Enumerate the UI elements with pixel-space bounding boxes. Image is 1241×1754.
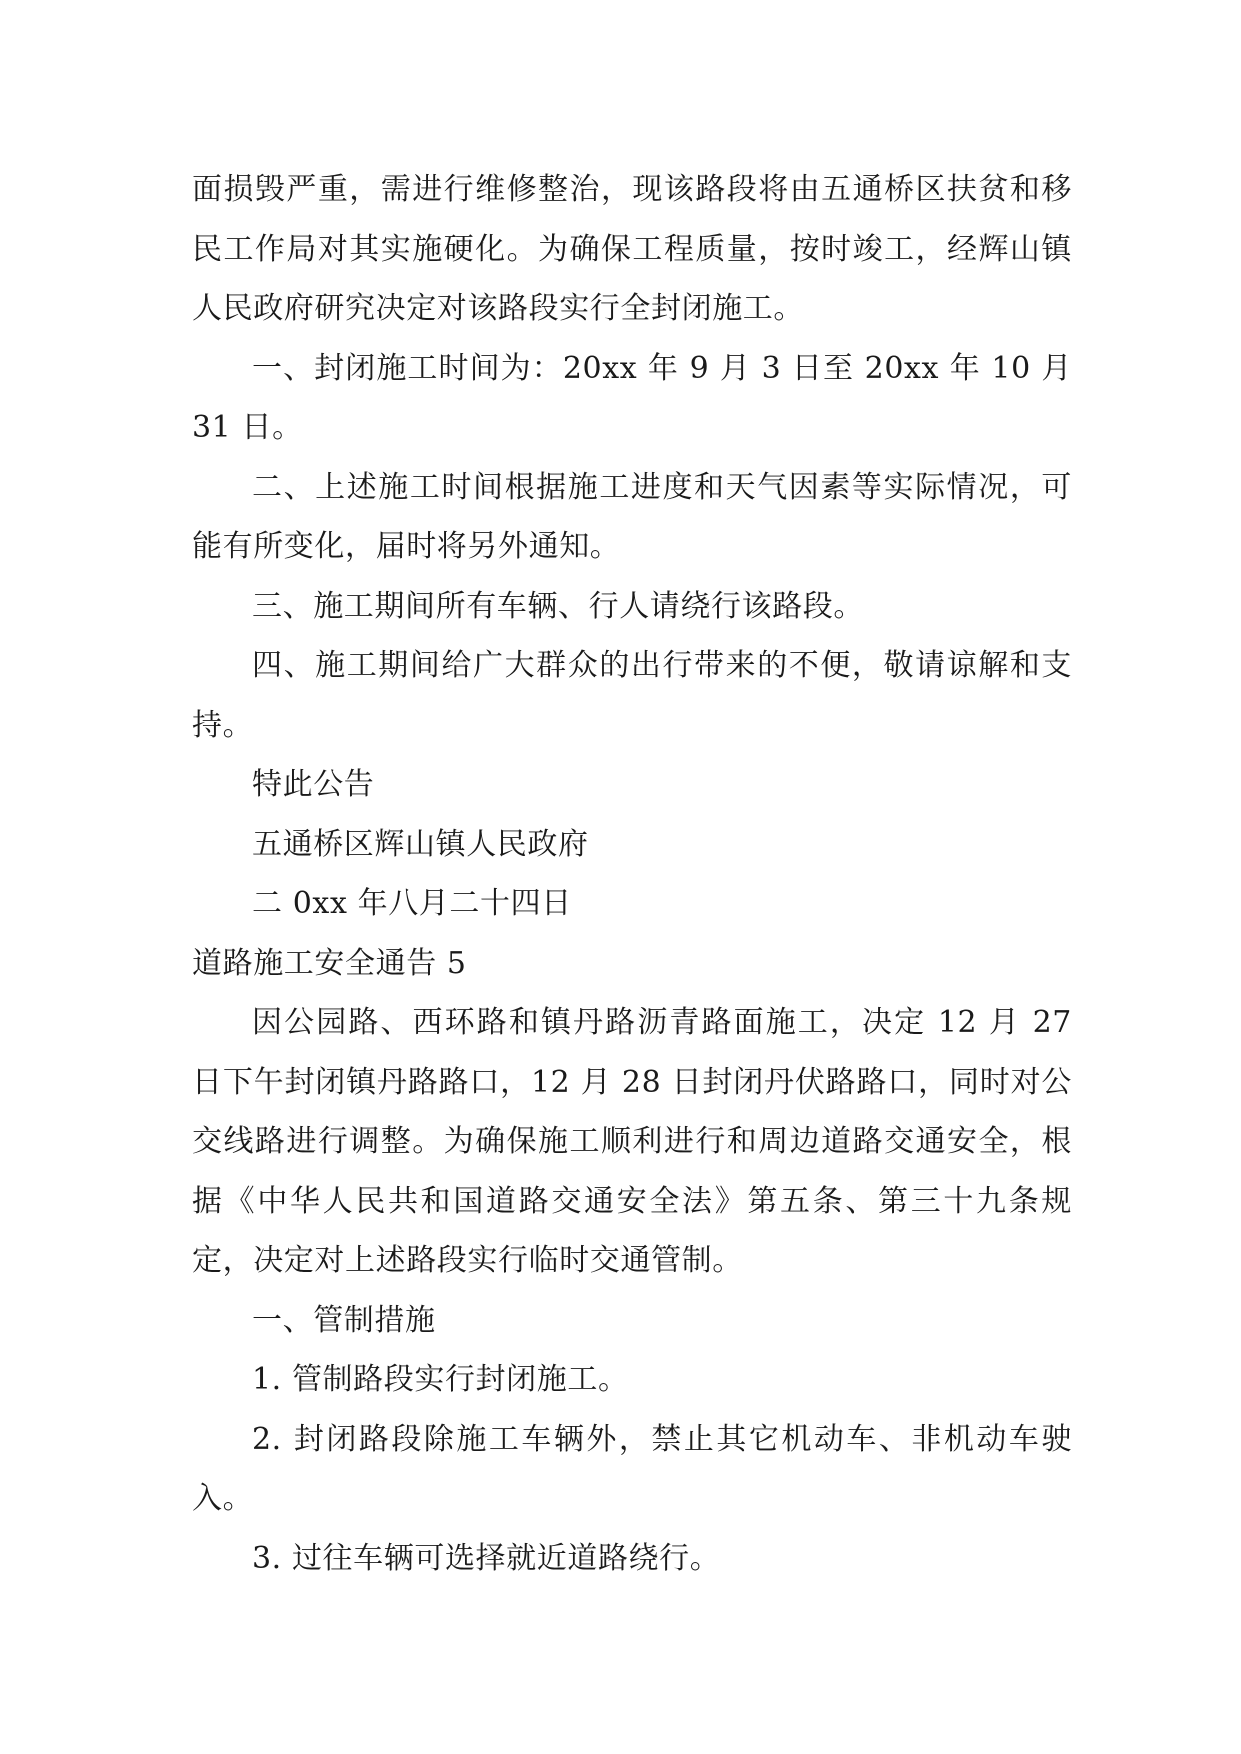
paragraph-continuation: 面损毁严重，需进行维修整治，现该路段将由五通桥区扶贫和移民工作局对其实施硬化。为确保工程质量，按时竣工，经辉山镇人民政府研究决定对该路段实行全封闭施工。 [192,172,1072,326]
section-heading: 道路施工安全通告 5 [192,945,467,981]
measure-item-1: 1. 管制路段实行封闭施工。 [252,1362,629,1397]
issue-date: 二 0xx 年八月二十四日 [252,886,572,921]
paragraph-schedule-change: 二、上述施工时间根据施工进度和天气因素等实际情况，可能有所变化，届时将另外通知。 [192,469,1072,564]
issuer-name: 五通桥区辉山镇人民政府 [252,826,589,862]
measure-item-2: 2. 封闭路段除施工车辆外，禁止其它机动车、非机动车驶入。 [192,1421,1072,1516]
measure-item-3: 3. 过往车辆可选择就近道路绕行。 [252,1540,721,1576]
control-measures-heading: 一、管制措施 [252,1302,436,1338]
document-body [192,160,1072,1588]
paragraph-intro: 因公园路、西环路和镇丹路沥青路面施工，决定 12 月 27 日下午封闭镇丹路路口，12 月 28 日封闭丹伏路路口，同时对公交线路进行调整。为确保施工顺利进行和周边道路交通安全，根据《中华人民共和国道路交通安全法》第五条、第三十九条规定，决定对上述路段实行临时交通管制。 [192,1005,1072,1278]
paragraph-apology: 四、施工期间给广大群众的出行带来的不便，敬请谅解和支持。 [192,648,1072,743]
paragraph-detour: 三、施工期间所有车辆、行人请绕行该路段。 [252,588,864,624]
notice-closing: 特此公告 [252,767,375,802]
paragraph-closure-period: 一、封闭施工时间为：20xx 年 9 月 3 日至 20xx 年 10 月 31 日。 [192,350,1072,445]
